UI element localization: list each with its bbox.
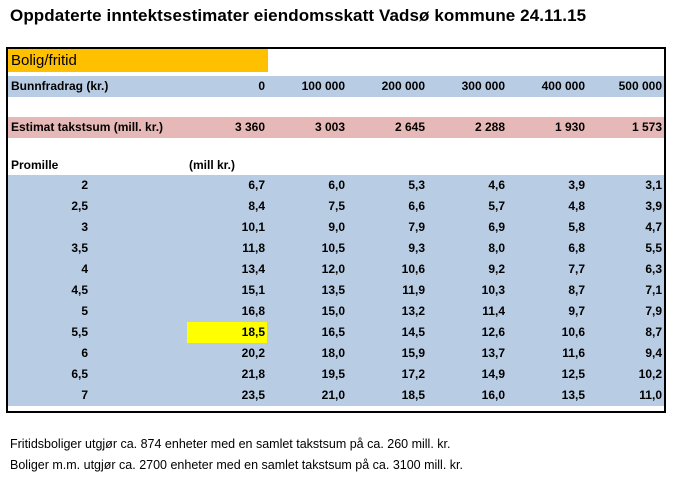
promille-value: 7 — [81, 388, 88, 402]
estimat-value: 2 645 — [394, 120, 425, 134]
table-row — [8, 280, 664, 302]
tax-estimate-cell: 9,0 — [328, 220, 345, 234]
promille-value: 3,5 — [71, 241, 88, 255]
table-row — [8, 322, 664, 344]
tax-estimate-cell: 8,7 — [568, 283, 585, 297]
table-row — [8, 301, 664, 323]
bunnfradrag-value: 100 000 — [301, 79, 345, 93]
estimate-table — [6, 47, 666, 413]
table-row — [8, 238, 664, 260]
promille-value: 6,5 — [71, 367, 88, 381]
table-row — [8, 259, 664, 281]
tax-estimate-cell: 9,7 — [568, 304, 585, 318]
table-row — [8, 343, 664, 365]
tax-estimate-cell: 11,9 — [402, 283, 425, 297]
bunnfradrag-value: 500 000 — [618, 79, 662, 93]
tax-estimate-cell: 4,6 — [488, 178, 505, 192]
tax-estimate-cell: 5,5 — [645, 241, 662, 255]
tax-estimate-cell: 21,0 — [321, 388, 345, 402]
tax-estimate-cell: 6,0 — [328, 178, 345, 192]
tax-estimate-cell: 4,7 — [645, 220, 662, 234]
tax-estimate-cell: 12,5 — [561, 367, 585, 381]
tax-estimate-cell: 7,5 — [328, 199, 345, 213]
tax-estimate-cell: 15,0 — [321, 304, 345, 318]
tax-estimate-cell: 6,9 — [488, 220, 505, 234]
tax-estimate-cell: 11,4 — [482, 304, 505, 318]
tax-estimate-cell: 6,8 — [568, 241, 585, 255]
estimat-value: 1 573 — [631, 120, 662, 134]
tax-estimate-cell: 18,5 — [401, 388, 425, 402]
bunnfradrag-value: 0 — [258, 79, 265, 93]
promille-header: Promille — [11, 158, 59, 172]
footnote: Fritidsboliger utgjør ca. 874 enheter med en samlet takstsum på ca. 260 mill. kr. — [10, 437, 451, 451]
tax-estimate-cell: 8,4 — [248, 199, 265, 213]
tax-estimate-cell: 16,8 — [241, 304, 265, 318]
tax-estimate-cell: 7,7 — [568, 262, 585, 276]
tax-estimate-cell: 15,1 — [241, 283, 265, 297]
tax-estimate-cell: 10,1 — [241, 220, 265, 234]
section-label: Bolig/fritid — [8, 49, 268, 72]
table-row — [8, 217, 664, 239]
tax-estimate-cell: 9,4 — [645, 346, 662, 360]
bunnfradrag-value: 200 000 — [381, 79, 425, 93]
tax-estimate-cell: 3,9 — [645, 199, 662, 213]
table-row — [8, 175, 664, 197]
tax-estimate-cell: 5,7 — [488, 199, 505, 213]
tax-estimate-cell: 10,6 — [401, 262, 425, 276]
tax-estimate-cell: 12,6 — [481, 325, 505, 339]
promille-value: 2 — [81, 178, 88, 192]
table-row — [8, 196, 664, 218]
promille-value: 5 — [81, 304, 88, 318]
tax-estimate-cell: 21,8 — [241, 367, 265, 381]
tax-estimate-cell: 17,2 — [401, 367, 425, 381]
estimat-value: 1 930 — [554, 120, 585, 134]
tax-estimate-cell: 13,5 — [561, 388, 585, 402]
unit-header: (mill kr.) — [189, 158, 236, 172]
tax-estimate-cell: 3,1 — [645, 178, 662, 192]
promille-value: 5,5 — [71, 325, 88, 339]
bunnfradrag-value: 400 000 — [541, 79, 585, 93]
bunnfradrag-row — [8, 76, 664, 97]
tax-estimate-cell: 10,3 — [481, 283, 505, 297]
tax-estimate-cell: 11,0 — [639, 388, 662, 402]
estimat-label: Estimat takstsum (mill. kr.) — [11, 120, 164, 134]
tax-estimate-cell: 5,8 — [568, 220, 585, 234]
tax-estimate-cell: 13,7 — [481, 346, 505, 360]
estimat-value: 2 288 — [474, 120, 505, 134]
tax-estimate-cell: 13,2 — [401, 304, 425, 318]
estimat-value: 3 003 — [314, 120, 345, 134]
table-row — [8, 364, 664, 386]
tax-estimate-cell: 5,3 — [408, 178, 425, 192]
tax-estimate-cell: 4,8 — [568, 199, 585, 213]
tax-estimate-cell: 11,6 — [562, 346, 585, 360]
tax-estimate-cell: 8,0 — [488, 241, 505, 255]
estimat-value: 3 360 — [234, 120, 265, 134]
tax-estimate-cell: 14,5 — [401, 325, 425, 339]
table-row — [8, 385, 664, 407]
promille-header-row — [8, 155, 664, 176]
footnote: Boliger m.m. utgjør ca. 2700 enheter med en samlet takstsum på ca. 3100 mill. kr. — [10, 458, 463, 472]
tax-estimate-cell: 16,0 — [481, 388, 505, 402]
page-title: Oppdaterte inntektsestimater eiendomsskatt Vadsø kommune 24.11.15 — [10, 6, 587, 25]
tax-estimate-cell: 13,4 — [241, 262, 265, 276]
bunnfradrag-value: 300 000 — [461, 79, 505, 93]
tax-estimate-cell: 10,2 — [638, 367, 662, 381]
tax-estimate-cell: 6,3 — [645, 262, 662, 276]
tax-estimate-cell: 8,7 — [645, 325, 662, 339]
tax-estimate-cell: 15,9 — [401, 346, 425, 360]
tax-estimate-cell: 18,0 — [321, 346, 345, 360]
tax-estimate-cell: 13,5 — [321, 283, 345, 297]
tax-estimate-cell: 12,0 — [321, 262, 345, 276]
tax-estimate-cell: 7,9 — [408, 220, 425, 234]
tax-estimate-cell: 18,5 — [187, 322, 267, 343]
tax-estimate-cell: 7,9 — [645, 304, 662, 318]
tax-estimate-cell: 9,2 — [488, 262, 505, 276]
bunnfradrag-label: Bunnfradrag (kr.) — [11, 79, 109, 93]
tax-estimate-cell: 20,2 — [241, 346, 265, 360]
tax-estimate-cell: 9,3 — [408, 241, 425, 255]
promille-value: 2,5 — [71, 199, 88, 213]
promille-value: 6 — [81, 346, 88, 360]
tax-estimate-cell: 11,8 — [242, 241, 265, 255]
tax-estimate-cell: 23,5 — [241, 388, 265, 402]
tax-estimate-cell: 6,6 — [408, 199, 425, 213]
tax-estimate-cell: 14,9 — [481, 367, 505, 381]
tax-estimate-cell: 6,7 — [248, 178, 265, 192]
promille-value: 3 — [81, 220, 88, 234]
tax-estimate-cell: 19,5 — [321, 367, 345, 381]
tax-estimate-cell: 10,6 — [561, 325, 585, 339]
promille-value: 4,5 — [71, 283, 88, 297]
tax-estimate-cell: 10,5 — [321, 241, 345, 255]
tax-estimate-cell: 3,9 — [568, 178, 585, 192]
tax-estimate-cell: 16,5 — [321, 325, 345, 339]
tax-estimate-cell: 7,1 — [645, 283, 662, 297]
promille-value: 4 — [81, 262, 88, 276]
estimat-row — [8, 117, 664, 138]
